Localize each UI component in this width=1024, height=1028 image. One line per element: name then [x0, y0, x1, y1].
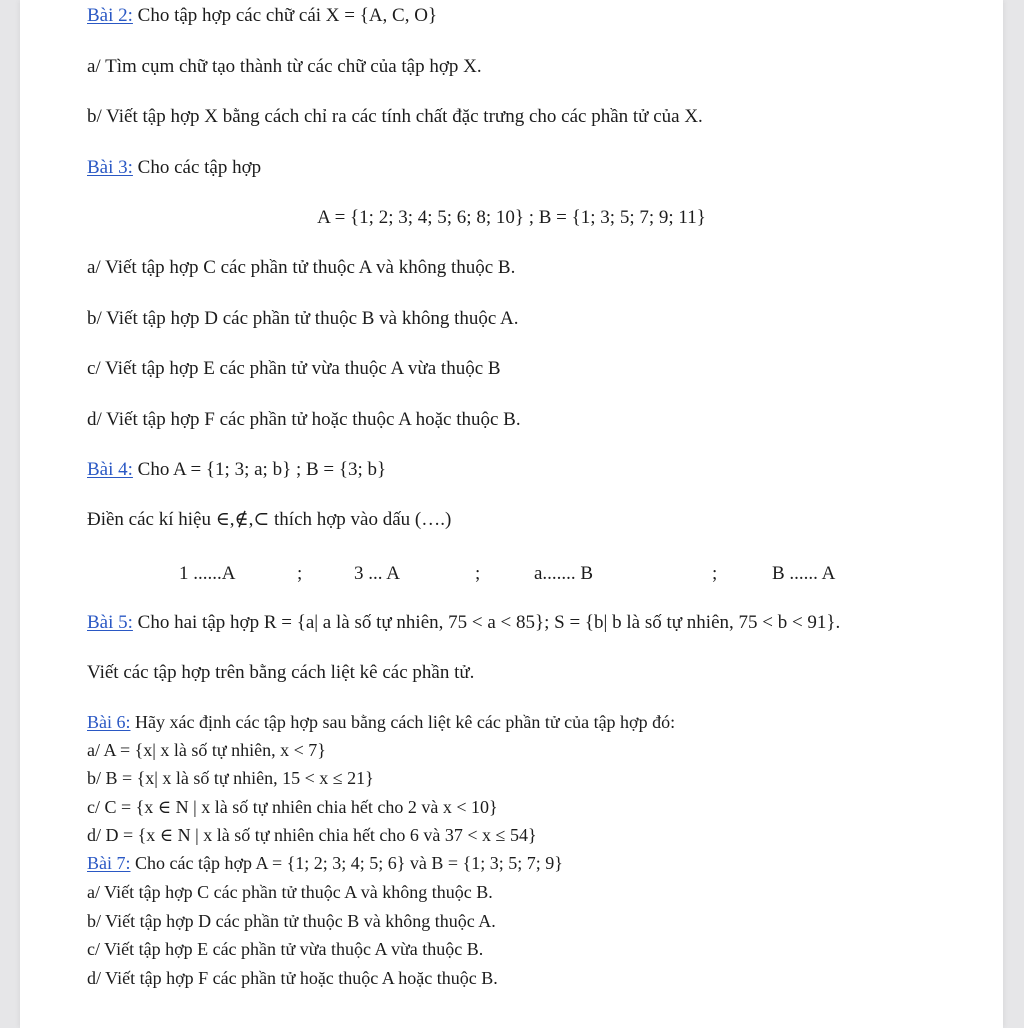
bai5-heading — [87, 611, 840, 635]
bai6-text: Hãy xác định các tập hợp sau bằng cách liệt kê các phần tử của tập hợp đó: — [130, 712, 676, 732]
bai5-label: Bài 5: — [87, 612, 133, 633]
bai5-text: Cho hai tập hợp R = {a| a là số tự nhiên, 75 < a < 85}; S = {b| b là số tự nhiên, 75 < b < 91}. — [132, 612, 841, 633]
bai7-text: Cho các tập hợp A = {1; 2; 3; 4; 5; 6} và B = {1; 3; 5; 7; 9} — [130, 853, 563, 873]
bai2-label: Bài 2: — [87, 5, 133, 26]
bai2-part-a: a/ Tìm cụm chữ tạo thành từ các chữ của tập hợp X. — [87, 56, 482, 77]
blank-a-in-b: a....... B — [534, 563, 594, 584]
blank-3-in-a: 3 ... A — [354, 563, 400, 584]
bai2-part-b: b/ Viết tập hợp X bằng cách chỉ ra các tính chất đặc trưng cho các phần tử của X. — [87, 106, 703, 127]
bai4-instruction: Điền các kí hiệu ∈,∉,⊂ thích hợp vào dấu (….) — [87, 509, 452, 530]
blank-1-in-a: 1 ......A — [179, 563, 236, 584]
bai6-label: Bài 6: — [87, 712, 131, 732]
bai4-label: Bài 4: — [87, 459, 133, 480]
bai7-part-d: d/ Viết tập hợp F các phần tử hoặc thuộc A hoặc thuộc B. — [87, 968, 498, 988]
bai3-part-a: a/ Viết tập hợp C các phần tử thuộc A và không thuộc B. — [87, 257, 516, 278]
bai3-heading — [87, 156, 261, 180]
bai6-part-b: b/ B = {x| x là số tự nhiên, 15 < x ≤ 21} — [87, 768, 374, 788]
bai3-sets: A = {1; 2; 3; 4; 5; 6; 8; 10} ; B = {1; 3; 5; 7; 9; 11} — [317, 207, 706, 228]
bai3-part-b: b/ Viết tập hợp D các phần tử thuộc B và không thuộc A. — [87, 308, 519, 329]
bai3-part-d: d/ Viết tập hợp F các phần tử hoặc thuộc A hoặc thuộc B. — [87, 409, 521, 430]
separator: ; — [475, 563, 481, 584]
bai7-part-a: a/ Viết tập hợp C các phần tử thuộc A và không thuộc B. — [87, 882, 493, 902]
blank-b-in-a: B ...... A — [772, 563, 836, 584]
bai2-heading — [87, 4, 437, 28]
bai4-text: Cho A = {1; 3; a; b} ; B = {3; b} — [132, 459, 387, 480]
bai7-heading — [87, 852, 563, 874]
document-page — [20, 0, 1003, 1028]
bai7-part-b: b/ Viết tập hợp D các phần tử thuộc B và không thuộc A. — [87, 911, 496, 931]
bai3-part-c: c/ Viết tập hợp E các phần tử vừa thuộc A vừa thuộc B — [87, 358, 501, 379]
bai3-text: Cho các tập hợp — [132, 157, 262, 178]
bai6-part-c: c/ C = {x ∈ N | x là số tự nhiên chia hết cho 2 và x < 10} — [87, 797, 498, 817]
bai3-label: Bài 3: — [87, 157, 133, 178]
bai6-part-a: a/ A = {x| x là số tự nhiên, x < 7} — [87, 740, 326, 760]
bai2-text: Cho tập hợp các chữ cái X = {A, C, O} — [132, 5, 438, 26]
bai6-part-d: d/ D = {x ∈ N | x là số tự nhiên chia hết cho 6 và 37 < x ≤ 54} — [87, 825, 537, 845]
bai5-task: Viết các tập hợp trên bằng cách liệt kê các phần tử. — [87, 662, 475, 683]
bai4-heading — [87, 458, 386, 482]
bai6-heading — [87, 711, 675, 733]
separator: ; — [712, 563, 718, 584]
bai7-part-c: c/ Viết tập hợp E các phần tử vừa thuộc A vừa thuộc B. — [87, 939, 484, 959]
bai7-label: Bài 7: — [87, 853, 131, 873]
separator: ; — [297, 563, 303, 584]
